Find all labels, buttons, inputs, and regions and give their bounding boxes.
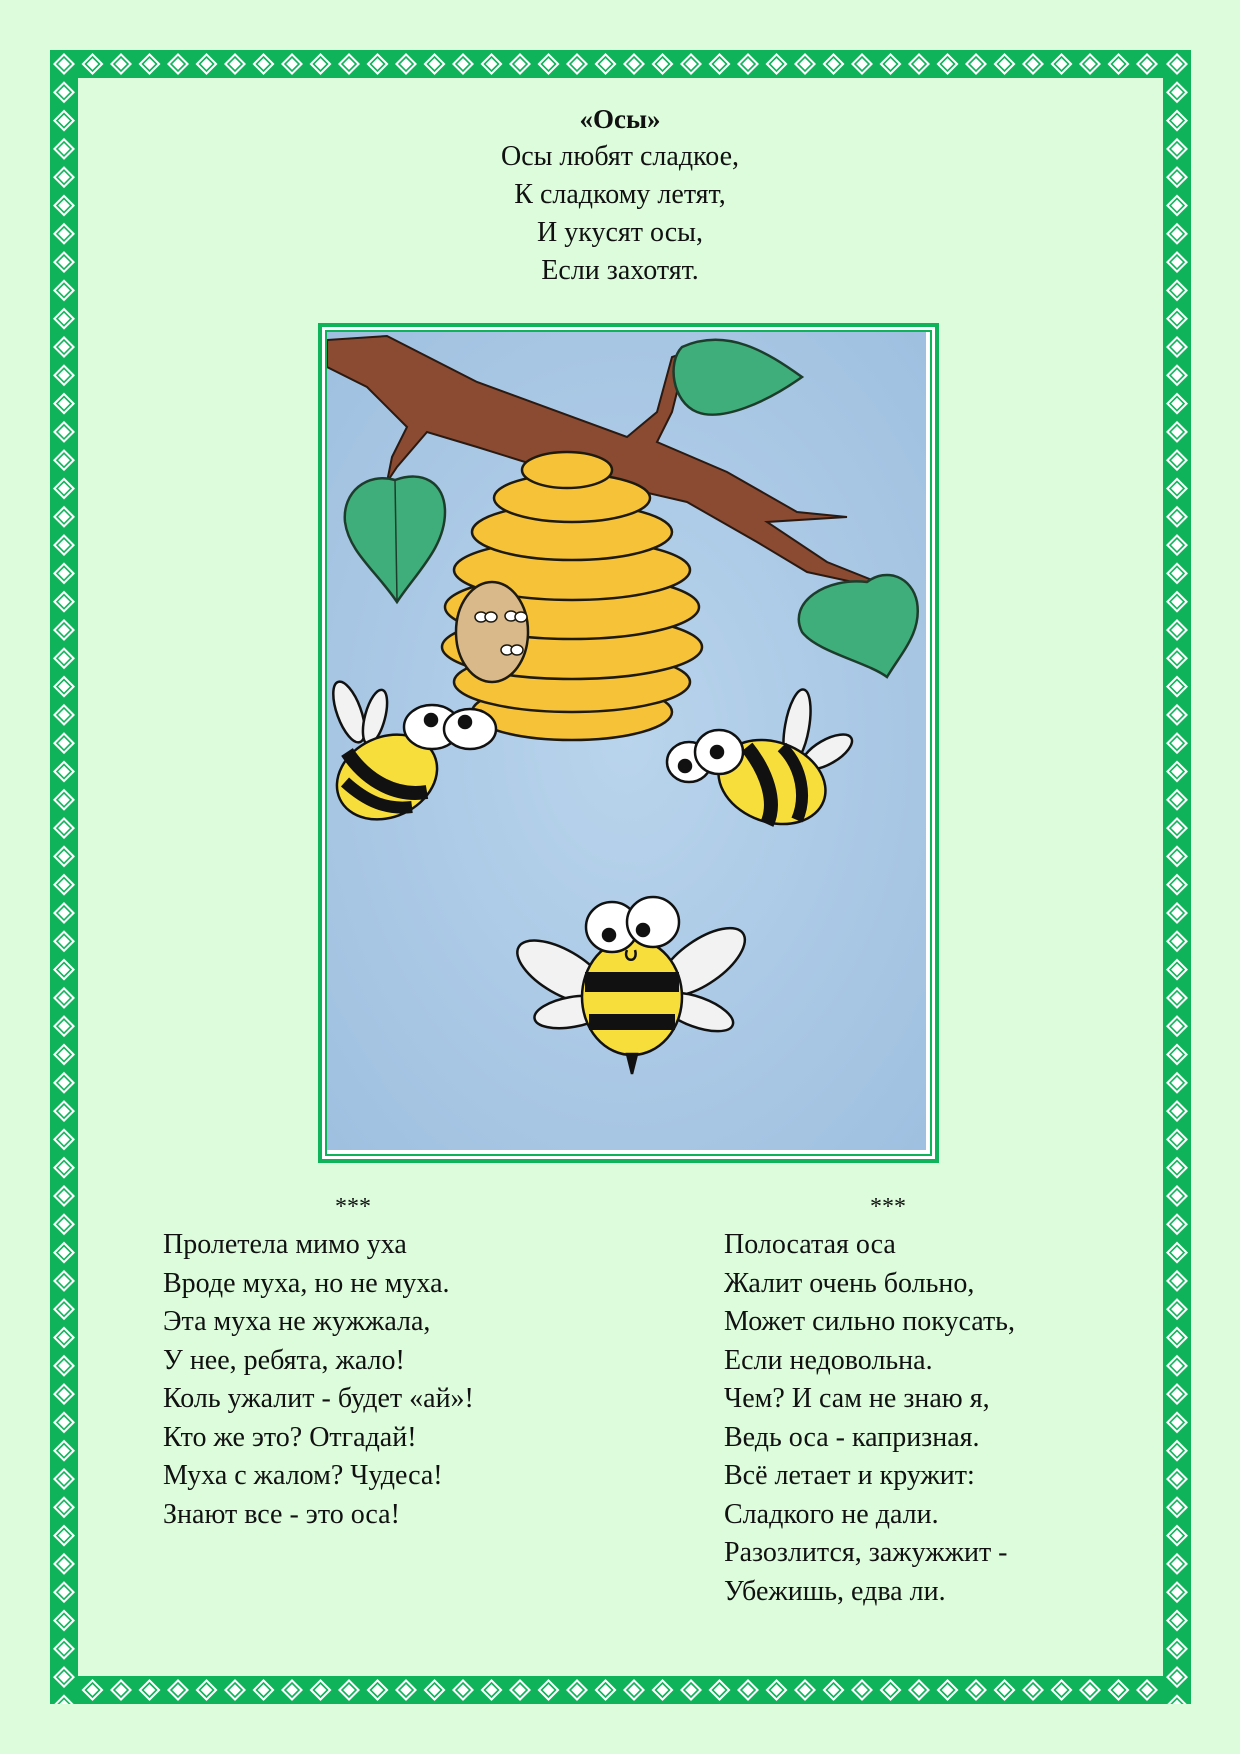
border-right (1163, 50, 1191, 1704)
poem-line: Полосатая оса (724, 1229, 896, 1260)
poem-line: Знают все - это оса! (163, 1498, 400, 1530)
diamond-pattern-icon (50, 1676, 1191, 1704)
illustration (325, 330, 932, 1156)
illustration-frame (318, 323, 939, 1163)
poem-line: Осы любят сладкое, (500, 141, 740, 172)
border-left (50, 50, 78, 1704)
poem-line: Пролетела мимо уха (163, 1229, 407, 1260)
poem-line: Чем? И сам не знаю я, (724, 1383, 990, 1414)
separator: *** (335, 1194, 371, 1220)
poem-line: Сладкого не дали. (724, 1498, 939, 1530)
poem-line: У нее, ребята, жало! (163, 1344, 405, 1376)
border-top (50, 50, 1191, 78)
poem-line: Если недовольна. (724, 1344, 933, 1376)
poem-line: Жалит очень больно, (724, 1267, 975, 1299)
poem-line: Ведь оса - капризная. (724, 1421, 980, 1453)
poem-line: Если захотят. (541, 255, 699, 286)
poem-line: Муха с жалом? Чудеса! (163, 1460, 443, 1491)
poem-line: Эта муха не жужжала, (163, 1306, 431, 1337)
separator: *** (870, 1194, 906, 1220)
beehive-bees-illustration (327, 332, 926, 1150)
left-poem (163, 1188, 563, 1534)
hive-entrance (456, 582, 528, 682)
poem-line: Убежишь, едва ли. (724, 1575, 946, 1607)
poem-line: Может сильно покусать, (724, 1306, 1015, 1337)
border-bottom (50, 1676, 1191, 1704)
poem-line: Вроде муха, но не муха. (163, 1267, 450, 1299)
right-poem (724, 1188, 1144, 1611)
diamond-pattern-icon (50, 50, 1191, 78)
poem-line: Коль ужалит - будет «ай»! (163, 1383, 474, 1414)
poem-line: Всё летает и кружит: (724, 1460, 975, 1491)
diamond-pattern-icon (50, 50, 78, 1704)
poem-title: «Осы» (579, 104, 661, 134)
poem-line: И укусят осы, (537, 217, 703, 248)
main-poem (0, 100, 1240, 290)
poem-line: Кто же это? Отгадай! (163, 1421, 417, 1453)
diamond-pattern-icon (1163, 50, 1191, 1704)
poem-line: К сладкому летят, (514, 179, 726, 210)
poem-line: Разозлится, зажужжит - (724, 1537, 1008, 1568)
